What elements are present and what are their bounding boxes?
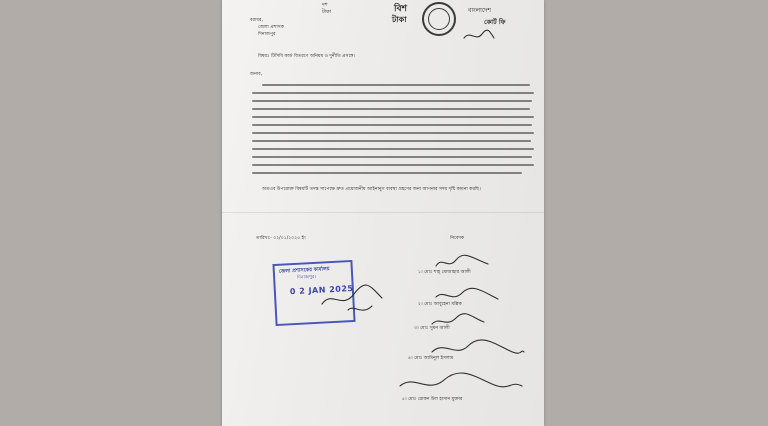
petition-date: তারিখঃ- ০২/০১/২০২৫ ইং xyxy=(256,236,307,241)
stamp-receiver-signature xyxy=(318,280,388,320)
stamp-value-big: বিশ xyxy=(394,4,407,14)
office-stamp-district: দিনাজপুর। xyxy=(297,274,317,281)
signatory-1: ১। মোঃ শাহ্‌ মোজাহার আলী xyxy=(418,270,471,275)
government-seal-inner-icon xyxy=(428,8,450,30)
stamp-value-word: দশ xyxy=(322,2,328,8)
stamp-unit-big: টাকা xyxy=(392,15,407,24)
stamp-value-unit: টাকা xyxy=(322,9,332,15)
office-stamp-office: জেলা প্রশাসকের কার্যালয় xyxy=(278,266,330,275)
addressee-to: বরাবর, xyxy=(250,18,263,23)
signatory-4: ৪। মোঃ আমিনুল ইসলাম xyxy=(408,356,454,361)
signatory-3: ৩। মোঃ সুমন আলী xyxy=(414,326,450,331)
addressee-district: দিনাজপুর xyxy=(258,32,276,37)
stamp-fee-label: কোর্ট ফি xyxy=(484,18,506,26)
stamp-signature xyxy=(462,28,496,44)
addressee-office: জেলা প্রশাসক xyxy=(258,25,284,30)
salutation: জনাব, xyxy=(250,72,263,77)
stamp-country: বাংলাদেশ xyxy=(468,7,491,14)
subject-line: বিষয়ঃ টিসিবি কার্ড বিতরণে অনিয়ম ও দুর্নীতি প্রসঙ্গে। xyxy=(258,54,356,59)
sign-off: নিবেদক xyxy=(450,236,465,241)
closing-paragraph: অতএব উপরোক্ত বিষয়টি তদন্ত সাপেক্ষে দ্রুত প্রয়োজনীয় আইনানুগ ব্যবস্থা গ্রহণের জন্য আপনার সদয় দৃষ্টি কামনা করছি। xyxy=(262,187,481,192)
petition-document xyxy=(222,0,544,426)
office-stamp-date: 0 2 JAN 2025 xyxy=(289,283,354,297)
paper-fold xyxy=(222,212,544,213)
signatory-2: ২। মোঃ আবুহেনা মল্লিক xyxy=(418,302,462,307)
signatory-5: ৫। মোঃ রোকন উল হাসান মুক্তার xyxy=(402,397,463,402)
signature-5 xyxy=(396,372,526,396)
